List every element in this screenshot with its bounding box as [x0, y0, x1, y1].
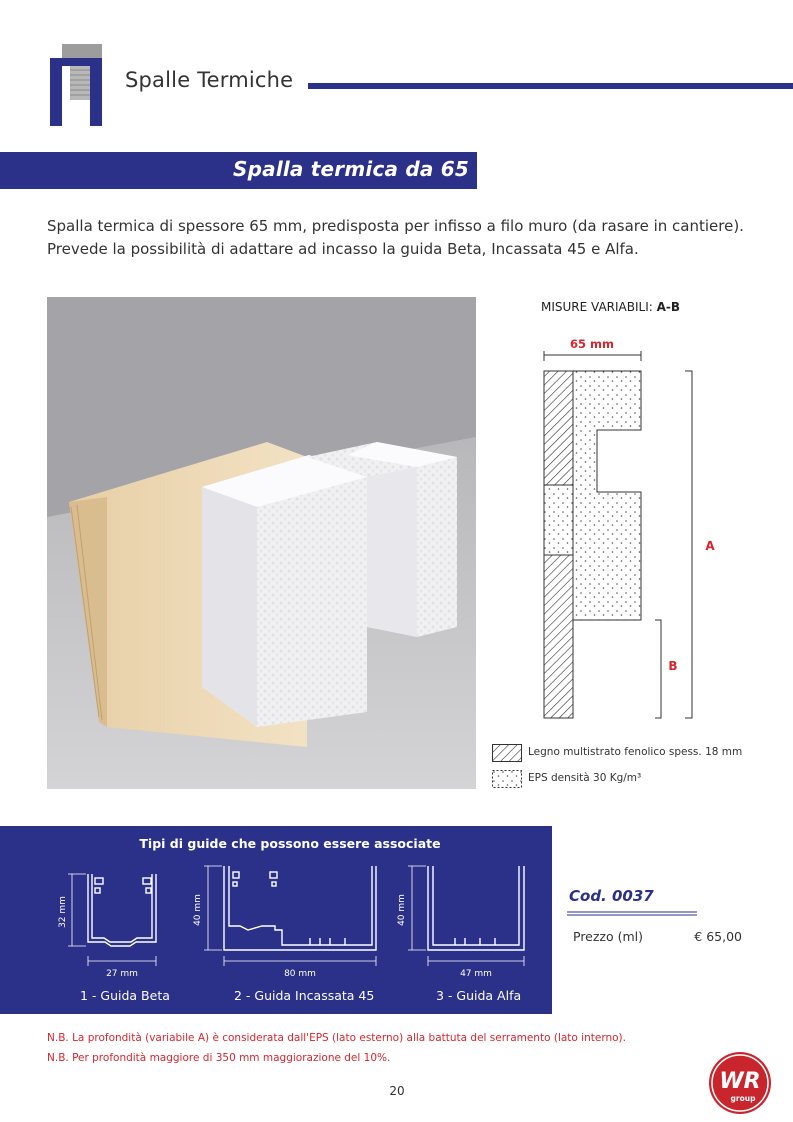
section-title: Spalle Termiche — [125, 68, 294, 92]
hatch-swatch-icon — [492, 744, 522, 762]
guides-drawings — [0, 826, 552, 1014]
page-number: 20 — [389, 1084, 405, 1098]
logo-main-text: WR — [719, 1069, 761, 1094]
guide-beta-width: 27 mm — [106, 969, 138, 979]
dimension-b-label: B — [668, 659, 678, 673]
measures-value: A-B — [656, 300, 681, 314]
wr-group-logo — [707, 1050, 773, 1116]
guide-beta-height: 32 mm — [58, 896, 68, 928]
header-rule — [308, 83, 793, 89]
intro-line-2: Prevede la possibilità di adattare ad incasso la guida Beta, Incassata 45 e Alfa. — [47, 239, 639, 258]
legend-label-wood: Legno multistrato fenolico spess. 18 mm — [528, 746, 743, 758]
guide-incassata-label: 2 - Guida Incassata 45 — [234, 988, 375, 1003]
price-value: € 65,00 — [694, 929, 742, 944]
guide-beta-label: 1 - Guida Beta — [80, 988, 170, 1003]
dimension-a-label: A — [705, 539, 715, 553]
guides-title: Tipi di guide che possono essere associate — [139, 836, 441, 851]
intro-line-1: Spalla termica di spessore 65 mm, predisposta per infisso a filo muro (da rasare in cantiere). — [47, 217, 744, 235]
guides-panel — [0, 826, 552, 1014]
dots-swatch-icon — [492, 770, 522, 788]
note-2: N.B. Per profondità maggiore di 350 mm maggiorazione del 10%. — [47, 1052, 391, 1064]
product-title: Spalla termica da 65 — [233, 157, 469, 181]
guide-incassata-width: 80 mm — [284, 969, 316, 979]
section-diagram — [480, 330, 780, 730]
legend-label-eps: EPS densità 30 Kg/m³ — [528, 772, 642, 784]
variable-measures — [541, 300, 680, 314]
price-label: Prezzo (ml) — [573, 929, 644, 944]
logo-sub-text: group — [730, 1094, 756, 1103]
product-code: Cod. 0037 — [569, 887, 654, 905]
shutter-icon — [50, 44, 102, 126]
guide-alfa-height: 40 mm — [397, 894, 407, 926]
guide-alfa-width: 47 mm — [460, 969, 492, 979]
guide-incassata-height: 40 mm — [193, 894, 203, 926]
note-1: N.B. La profondità (variabile A) è considerata dall'EPS (lato esterno) alla battuta del serramento (lato interno). — [47, 1032, 626, 1044]
intro-text — [47, 215, 767, 260]
product-banner — [0, 152, 477, 189]
guide-alfa-label: 3 - Guida Alfa — [436, 988, 522, 1003]
code-underline — [567, 911, 697, 916]
measures-label: MISURE VARIABILI: — [541, 300, 653, 314]
product-render — [47, 297, 476, 789]
width-label: 65 mm — [570, 337, 614, 351]
